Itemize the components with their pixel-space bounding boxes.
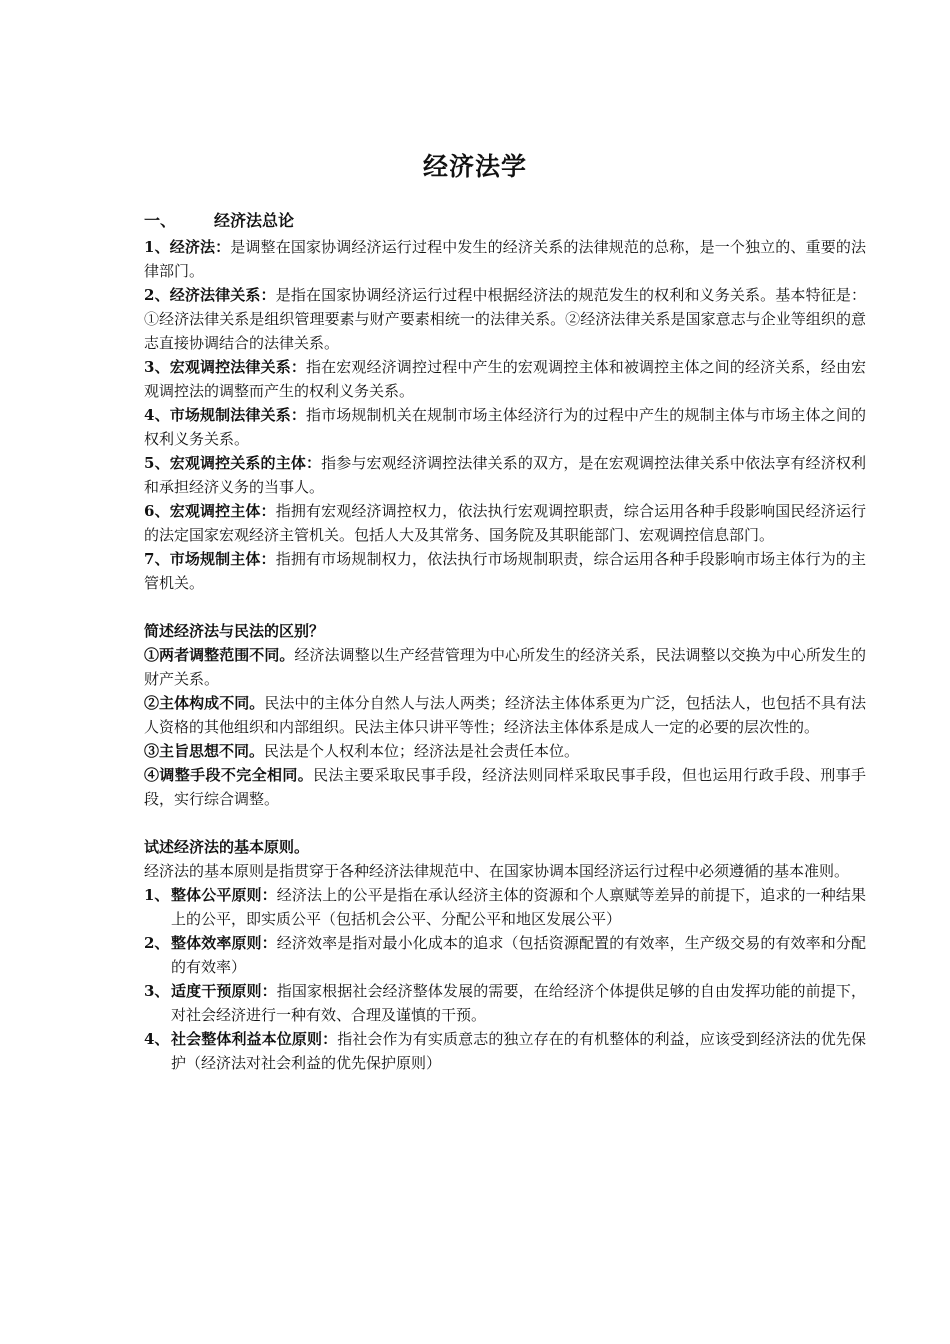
principle-term: 整体效率原则： — [171, 934, 277, 952]
section-heading — [144, 209, 866, 233]
definition-paragraph — [144, 499, 866, 547]
definition-term: 1、经济法： — [144, 238, 231, 256]
document-title: 经济法学 — [422, 152, 527, 181]
definition-text: 指市场规制机关在规制市场主体经济行为的过程中产生的规制主体与市场主体之间的权利义务关系。 — [144, 406, 866, 448]
definition-term: 6、宏观调控主体： — [144, 502, 276, 520]
definition-text: 指在宏观经济调控过程中产生的宏观调控主体和被调控主体之间的经济关系，经由宏观调控法的调整而产生的权利义务关系。 — [144, 358, 866, 400]
question-heading: 简述经济法与民法的区别？ — [144, 622, 325, 640]
definition-paragraph — [144, 355, 866, 403]
difference-text: 民法主要采取民事手段，经济法则同样采取民事手段，但也运用行政手段、刑事手段，实行综合调整。 — [144, 766, 866, 808]
principle-term: 整体公平原则： — [171, 886, 277, 904]
definition-paragraph — [144, 403, 866, 451]
principle-item — [144, 883, 866, 931]
section-title: 经济法总论 — [214, 211, 295, 230]
principle-number: 1、 — [144, 886, 170, 904]
principle-item — [144, 931, 866, 979]
definition-term: 3、宏观调控法律关系： — [144, 358, 306, 376]
difference-term: ④调整手段不完全相同。 — [144, 766, 314, 784]
difference-term: ①两者调整范围不同。 — [144, 646, 295, 664]
section-number: 一、 — [144, 211, 177, 230]
principle-item — [144, 979, 866, 1027]
difference-text: 民法是个人权利本位；经济法是社会责任本位。 — [264, 742, 580, 760]
definition-term: 7、市场规制主体： — [144, 550, 276, 568]
principle-text: 经济效率是指对最小化成本的追求（包括资源配置的有效率，生产级交易的有效率和分配的有效率） — [171, 934, 866, 976]
definition-paragraph — [144, 235, 866, 283]
definition-paragraph — [144, 547, 866, 595]
intro-paragraph: 经济法的基本原则是指贯穿于各种经济法律规范中、在国家协调本国经济运行过程中必须遵循的基本准则。 — [144, 862, 850, 880]
principle-text: 指社会作为有实质意志的独立存在的有机整体的利益，应该受到经济法的优先保护（经济法对社会利益的优先保护原则） — [171, 1030, 866, 1072]
difference-paragraph — [144, 763, 866, 811]
definition-text: 是调整在国家协调经济运行过程中发生的经济关系的法律规范的总称，是一个独立的、重要的法律部门。 — [144, 238, 866, 280]
question-heading: 试述经济法的基本原则。 — [144, 838, 310, 856]
definition-paragraph — [144, 283, 866, 355]
definition-paragraph — [144, 451, 866, 499]
definition-text: 指参与宏观经济调控法律关系的双方，是在宏观调控法律关系中依法享有经济权利和承担经济义务的当事人。 — [144, 454, 866, 496]
spacer — [144, 811, 866, 835]
definition-term: 5、宏观调控关系的主体： — [144, 454, 322, 472]
principle-number: 3、 — [144, 982, 170, 1000]
document-body — [144, 209, 866, 1075]
principle-number: 2、 — [144, 934, 170, 952]
difference-paragraph — [144, 691, 866, 739]
definition-text: 是指在国家协调经济运行过程中根据经济法的规范发生的权利和义务关系。基本特征是：①经济法律关系是组织管理要素与财产要素相统一的法律关系。②经济法律关系是国家意志与企业等组织的意志直接协调结合的法律关系。 — [144, 286, 866, 352]
definition-term: 2、经济法律关系： — [144, 286, 276, 304]
difference-paragraph — [144, 643, 866, 691]
principle-text: 指国家根据社会经济整体发展的需要，在给经济个体提供足够的自由发挥功能的前提下，对社会经济进行一种有效、合理及谨慎的干预。 — [171, 982, 866, 1024]
spacer — [144, 595, 866, 619]
difference-term: ②主体构成不同。 — [144, 694, 265, 712]
principle-number: 4、 — [144, 1030, 170, 1048]
principle-term: 社会整体利益本位原则： — [171, 1030, 338, 1048]
difference-text: 经济法调整以生产经营管理为中心所发生的经济关系，民法调整以交换为中心所发生的财产关系。 — [144, 646, 866, 688]
definition-text: 指拥有宏观经济调控权力，依法执行宏观调控职责，综合运用各种手段影响国民经济运行的法定国家宏观经济主管机关。包括人大及其常务、国务院及其职能部门、宏观调控信息部门。 — [144, 502, 866, 544]
definition-term: 4、市场规制法律关系： — [144, 406, 306, 424]
difference-term: ③主旨思想不同。 — [144, 742, 265, 760]
principle-text: 经济法上的公平是指在承认经济主体的资源和个人禀赋等差异的前提下，追求的一种结果上的公平，即实质公平（包括机会公平、分配公平和地区发展公平） — [171, 886, 866, 928]
difference-text: 民法中的主体分自然人与法人两类；经济法主体体系更为广泛，包括法人，也包括不具有法人资格的其他组织和内部组织。民法主体只讲平等性；经济法主体体系是成人一定的必要的层次性的。 — [144, 694, 866, 736]
principle-term: 适度干预原则： — [171, 982, 277, 1000]
principle-item — [144, 1027, 866, 1075]
definition-text: 指拥有市场规制权力，依法执行市场规制职责，综合运用各种手段影响市场主体行为的主管机关。 — [144, 550, 866, 592]
difference-paragraph — [144, 739, 866, 763]
